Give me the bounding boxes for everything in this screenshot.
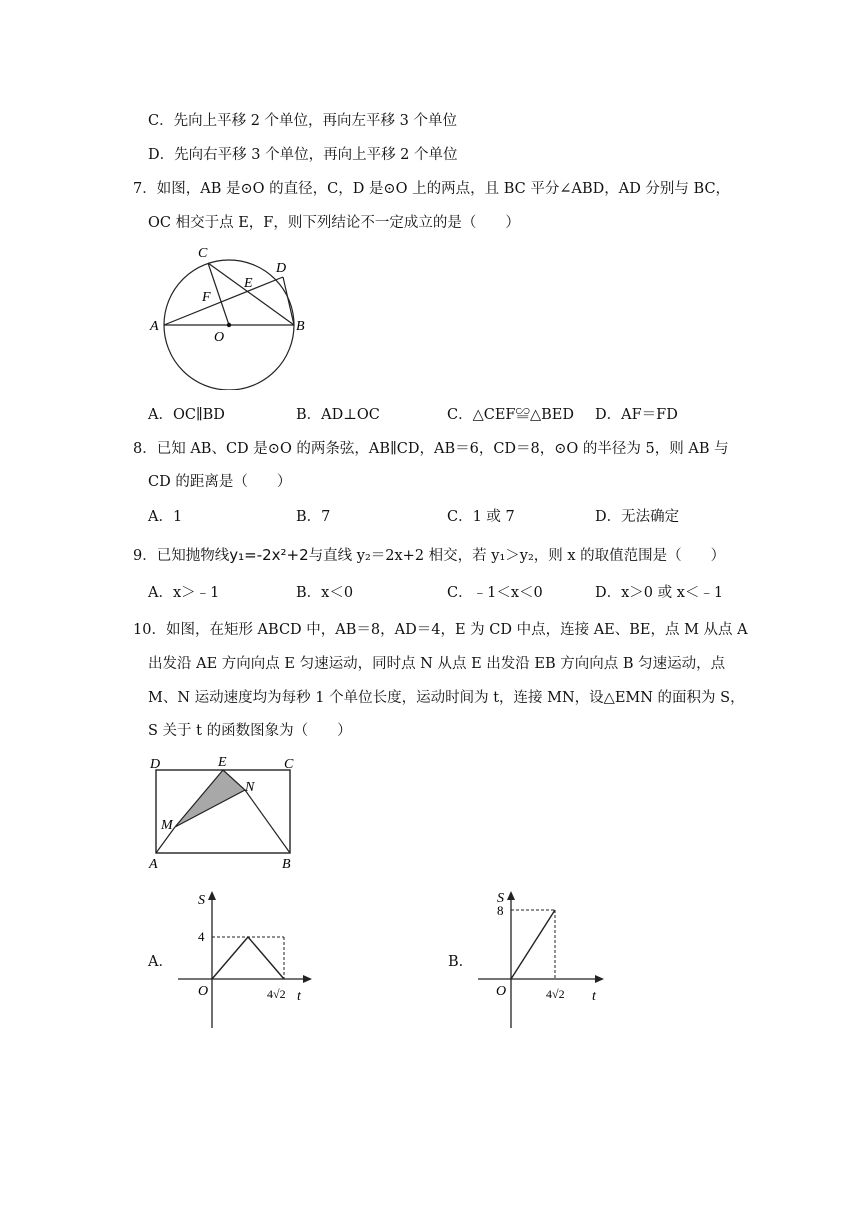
label-d: D: [150, 757, 161, 772]
label-e: E: [218, 755, 227, 770]
q10-stem-line2: 出发沿 AE 方向向点 E 匀速运动，同时点 N 从点 E 出发沿 EB 方向向点 B 匀速运动，点: [148, 656, 726, 672]
x-tick-label: 4√2: [267, 987, 286, 1001]
q9-suffix: 与直线 y₂＝2x+2 相交，若 y₁＞y₂，则 x 的取值范围是（ ）: [308, 548, 726, 564]
q7-option-c: C．△CEF≌△BED: [447, 407, 575, 423]
q7-option-a: A．OC∥BD: [148, 407, 225, 423]
q9-parabola-formula: y₁=-2x²+2: [229, 546, 309, 564]
label-a: A: [149, 857, 158, 872]
q9-stem: [133, 545, 725, 566]
label-m: M: [161, 818, 173, 833]
q8-option-b: B．7: [296, 509, 331, 525]
q7-circle-figure: [140, 240, 310, 390]
y-tick-label: 8: [497, 903, 504, 918]
graph-a-curve: [212, 937, 284, 979]
x-axis-arrow: [303, 975, 312, 983]
q7-option-d: D．AF＝FD: [595, 407, 678, 423]
q8-option-a: A．1: [148, 509, 183, 525]
y-axis-arrow: [208, 891, 216, 900]
axis-t-label: t: [297, 989, 301, 1004]
q7-stem-line1: 7．如图，AB 是⊙O 的直径，C，D 是⊙O 上的两点，且 BC 平分∠ABD，AD 分别与 BC，: [133, 181, 731, 197]
prev-option-d: D．先向右平移 3 个单位，再向上平移 2 个单位: [148, 147, 458, 163]
q10-graph-b: [475, 885, 615, 1035]
q10-stem-line1: 10．如图，在矩形 ABCD 中，AB＝8，AD＝4，E 为 CD 中点，连接 AE、BE，点 M 从点 A: [133, 622, 748, 638]
label-b: B: [282, 857, 291, 872]
label-e: E: [244, 276, 253, 291]
q8-stem-line2: CD 的距离是（ ）: [148, 474, 292, 490]
x-axis-arrow: [595, 975, 604, 983]
label-f: F: [202, 290, 211, 305]
triangle-emn: [175, 770, 245, 827]
q9-option-a: A．x＞﹣1: [148, 585, 220, 601]
x-tick-label: 4√2: [546, 987, 565, 1001]
origin-label: O: [496, 984, 507, 999]
y-axis-arrow: [507, 891, 515, 900]
q10-graph-a-label: A．: [148, 954, 173, 970]
origin-label: O: [198, 984, 209, 999]
graph-b-curve: [511, 910, 555, 979]
q8-option-c: C．1 或 7: [447, 509, 515, 525]
q10-graph-a: [175, 885, 315, 1035]
q9-option-d: D．x＞0 或 x＜﹣1: [595, 585, 724, 601]
q10-graph-b-label: B．: [448, 954, 474, 970]
axis-s-label: S: [198, 893, 205, 908]
label-a: A: [150, 319, 159, 334]
q10-stem-line4: S 关于 t 的函数图象为（ ）: [148, 723, 352, 739]
label-o: O: [214, 330, 225, 345]
label-n: N: [245, 780, 255, 795]
label-c: C: [198, 246, 208, 261]
q9-option-b: B．x＜0: [296, 585, 354, 601]
q7-stem-line2: OC 相交于点 E，F，则下列结论不一定成立的是（ ）: [148, 215, 520, 231]
y-tick-label: 4: [198, 929, 205, 944]
segment-co: [208, 263, 229, 325]
label-d: D: [276, 261, 287, 276]
label-c: C: [284, 757, 294, 772]
q10-rectangle-figure: [140, 750, 300, 875]
q7-option-b: B．AD⊥OC: [296, 407, 380, 423]
axis-t-label: t: [592, 989, 596, 1004]
q10-stem-line3: M、N 运动速度均为每秒 1 个单位长度，运动时间为 t，连接 MN，设△EMN 的面积为 S，: [148, 690, 745, 706]
center-o-point: [227, 323, 231, 327]
q8-option-d: D．无法确定: [595, 509, 680, 525]
segment-nb: [245, 790, 290, 853]
segment-ad: [164, 277, 283, 325]
q9-option-c: C．﹣1＜x＜0: [447, 585, 543, 601]
q8-stem-line1: 8．已知 AB、CD 是⊙O 的两条弦，AB∥CD，AB＝6，CD＝8，⊙O 的半径为 5，则 AB 与: [133, 441, 729, 457]
q9-prefix: 9．已知抛物线: [133, 548, 230, 564]
prev-option-c: C．先向上平移 2 个单位，再向左平移 3 个单位: [148, 113, 457, 129]
axis-s-label: S: [497, 891, 504, 906]
label-b: B: [296, 319, 305, 334]
